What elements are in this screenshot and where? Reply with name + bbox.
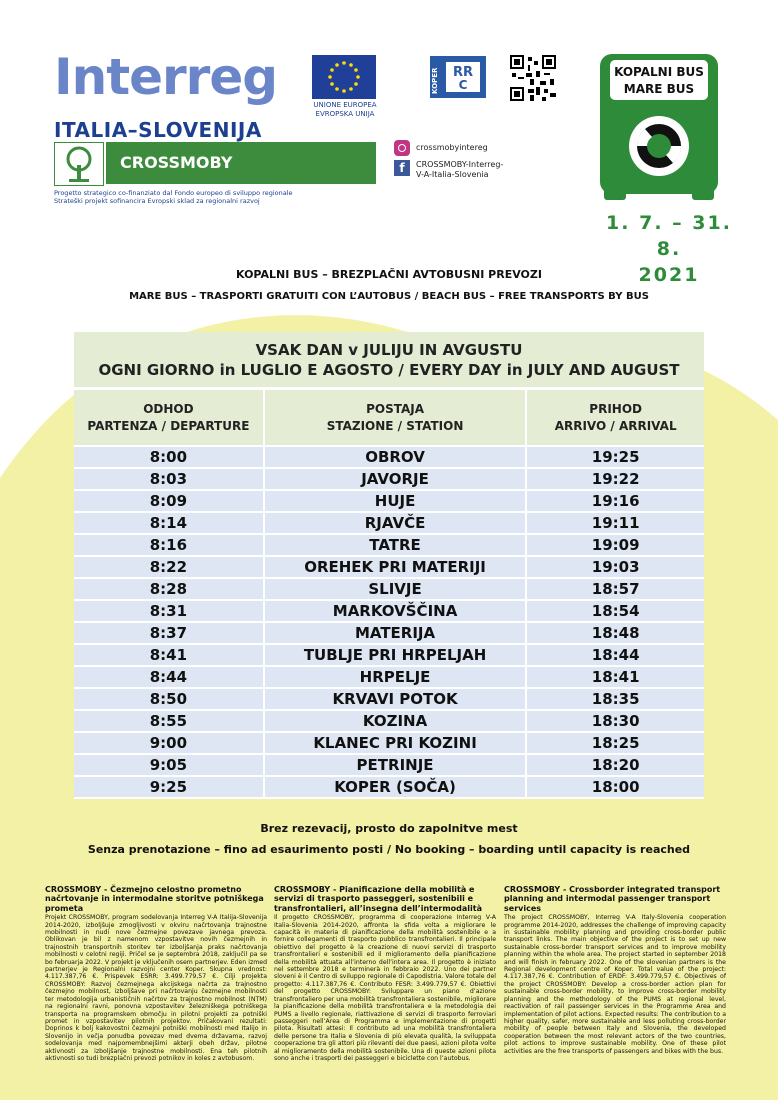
project-info-en-title: CROSSMOBY - Crossborder integrated transport planning and intermodal passenger transport services — [504, 885, 721, 913]
table-row — [74, 622, 704, 644]
departure-time: 8:00 — [74, 446, 264, 468]
qr-code[interactable] — [510, 55, 556, 101]
station-name: KOPER (SOČA) — [264, 776, 527, 798]
station-name: MARKOVŠČINA — [264, 600, 527, 622]
subtitle-it-en: MARE BUS – TRASPORTI GRATUITI CON L’AUTOBUS / BEACH BUS – FREE TRANSPORTS BY BUS — [129, 291, 649, 302]
facebook-link[interactable] — [394, 160, 503, 180]
arrival-time: 19:25 — [526, 446, 704, 468]
instagram-handle: crossmobyintereg — [416, 143, 488, 152]
date-range: 1. 7. – 31. 8. — [606, 212, 732, 260]
header-departure-it-en: PARTENZA / DEPARTURE — [87, 418, 250, 433]
cofinance-note — [54, 189, 354, 205]
departure-time: 9:05 — [74, 754, 264, 776]
departure-time: 8:55 — [74, 710, 264, 732]
project-info-en — [504, 885, 726, 1055]
booking-note-sl: Brez rezevacij, prosto do zapolnitve mest — [260, 822, 518, 835]
station-name: PETRINJE — [264, 754, 527, 776]
station-name: KRVAVI POTOK — [264, 688, 527, 710]
table-row — [74, 644, 704, 666]
departure-time: 8:28 — [74, 578, 264, 600]
booking-note-it-en: Senza prenotazione – fino ad esaurimento posti / No booking – boarding until capacity is reached — [87, 843, 691, 856]
table-row — [74, 490, 704, 512]
departure-time: 9:25 — [74, 776, 264, 798]
cofinance-sl: Strateški projekt sofinancira Evropski sklad za regionalni razvoj — [54, 197, 260, 205]
departure-time: 8:22 — [74, 556, 264, 578]
facebook-handle-line1: CROSSMOBY-Interreg- — [416, 160, 504, 169]
departure-time: 8:50 — [74, 688, 264, 710]
table-row — [74, 732, 704, 754]
header-arrival-it-en: ARRIVO / ARRIVAL — [554, 418, 677, 433]
tree-icon — [54, 142, 104, 186]
departure-time: 9:00 — [74, 732, 264, 754]
project-info-sl-body: Projekt CROSSMOBY, program sodelovanja Interreg V-A Italija-Slovenija 2014-2020, izboljšuje zmogljivosti v okviru načrtovanja trajnostne mobilnosti in nudi nove čezmejne povezave javnega prevoza. Oblikovan je bil z namenom vzpostavitve novih čezmejnih in trajnostnih transportnih storitev ter izboljšanja praks načrtovanja mobilnosti v celotni regiji. Pričel se je septembra 2018, zaključil pa se bo februarja 2022. V projekt je vključenih osem partnerjev. Eden izmed partnerjev je Regionalni razvojni center Koper. Skupna vrednost: 4.117.387,76 €. Prispevek ESRR: 3.499.779,57 €. Cilji projekta CROSSMOBY: Razvoj čezmejnega akcijskega načrta za trajnostno čezmejno mobilnost, izboljšave pri načrtovanju čezmejne mobilnosti ter metodologija urbanističnih načrtov za trajnostno mobilnost (NTM) na regionalni ravni, ponovna vzpostavitev železniškega potniškega transporta na programskem območju in pilotni projekti za potniški promet in vzpostavitev pilotnih projektov. Pričakovani rezultati: Doprinos k bolj kakovostni čezmejni potniški mobilnosti med Italijo in Slovenijo in večja ponudba povezav med dvema državama, razvoj sodelovanja med najpomembnejšimi akterji obeh držav, pilotne aktivnosti za izboljšanje trajnostne mobilnosti. Ena teh pilotnih aktivnosti so tudi brezplačni prevozi potnikov in koles z avtobusom. — [45, 914, 267, 1062]
project-info-sl-title: CROSSMOBY - Čezmejno celostno prometno načrtovanje in intermodalne storitve potniškega prometa — [45, 885, 264, 913]
departure-time: 8:37 — [74, 622, 264, 644]
timetable-header-row — [74, 389, 704, 447]
table-row — [74, 754, 704, 776]
departure-time: 8:09 — [74, 490, 264, 512]
table-row — [74, 776, 704, 798]
departure-time: 8:16 — [74, 534, 264, 556]
station-name: KOZINA — [264, 710, 527, 732]
project-name: CROSSMOBY — [106, 142, 376, 184]
timetable-title-sl: VSAK DAN v JULIJU IN AVGUSTU — [255, 340, 523, 359]
arrival-time: 18:30 — [526, 710, 704, 732]
arrival-time: 19:03 — [526, 556, 704, 578]
station-name: OREHEK PRI MATERIJI — [264, 556, 527, 578]
station-name: SLIVJE — [264, 578, 527, 600]
station-name: JAVORJE — [264, 468, 527, 490]
header-station — [264, 389, 527, 447]
header-arrival-sl: PRIHOD — [589, 401, 642, 416]
beach-bus-badge — [600, 54, 718, 202]
eu-flag-icon — [312, 55, 376, 99]
station-name: OBROV — [264, 446, 527, 468]
table-row — [74, 534, 704, 556]
station-name: HRPELJE — [264, 666, 527, 688]
arrival-time: 19:09 — [526, 534, 704, 556]
project-info-it-title: CROSSMOBY - Pianificazione della mobilità e servizi di trasporto passeggeri, sostenibili e transfrontalieri, all’insegna dell’intermodalità — [274, 885, 483, 913]
table-row — [74, 600, 704, 622]
instagram-link[interactable] — [394, 140, 503, 156]
table-row — [74, 666, 704, 688]
arrival-time: 18:57 — [526, 578, 704, 600]
header-arrival — [526, 389, 704, 447]
badge-title — [600, 64, 718, 98]
eu-caption — [305, 101, 385, 119]
arrival-time: 18:25 — [526, 732, 704, 754]
arrival-time: 18:20 — [526, 754, 704, 776]
project-info-sl — [45, 885, 267, 1062]
timetable-title — [74, 332, 704, 389]
eu-caption-sl: EVROPSKA UNIJA — [315, 110, 375, 118]
arrival-time: 18:35 — [526, 688, 704, 710]
interreg-logo-text: Interreg — [54, 48, 278, 106]
table-row — [74, 446, 704, 468]
arrival-time: 18:54 — [526, 600, 704, 622]
arrival-time: 18:44 — [526, 644, 704, 666]
station-name: RJAVČE — [264, 512, 527, 534]
arrival-time: 18:00 — [526, 776, 704, 798]
koper-logo-label: KOPER — [431, 67, 439, 94]
table-row — [74, 710, 704, 732]
instagram-icon — [394, 140, 410, 156]
station-name: KLANEC PRI KOZINI — [264, 732, 527, 754]
arrival-time: 19:11 — [526, 512, 704, 534]
timetable-title-it-en: OGNI GIORNO in LUGLIO E AGOSTO / EVERY DAY in JULY AND AUGUST — [98, 360, 680, 379]
table-row — [74, 688, 704, 710]
station-name: MATERIJA — [264, 622, 527, 644]
station-name: TUBLJE PRI HRPELJAH — [264, 644, 527, 666]
project-info-it-body: Il progetto CROSSMOBY, programma di cooperazione Interreg V-A Italia-Slovenia 2014-2020, affronta la sfida volta a migliorare le capacità in materia di pianificazione della mobilità sostenibile e a fornire collegamenti di trasporto pubblico transfrontalieri. Il principale obiettivo del progetto è la creazione di nuovi servizi di trasporto transfrontalieri e sostenibili ed il miglioramento della pianificazione della mobilità attuata all’interno dell’intera area. Il progetto è iniziato nel settembre 2018 e terminerà in febbraio 2022. Uno dei partner sloveni è il Centro di sviluppo regionale di Capodistria. Valore totale del progetto: 4.117.387,76 €. Contributo FESR: 3.499.779,57 €. Obiettivi del progetto CROSSMOBY: Sviluppare un piano d’azione transfrontaliero per una mobilità transfrontaliera sostenibile, migliorare la pianificazione della mobilità transfrontaliera e la metodologia dei PUMS a livello regionale, riattivazione di servizi di trasporto ferroviari passeggeri nell’Area di Programma e implementazione di progetti pilota. Risultati attesi: Il contributo ad una mobilità transfrontaliera delle persone tra Italia e Slovenia di più elevata qualità, la sviluppata cooperazione tra gli attori più rilevanti dei due paesi, azioni pilota volte al miglioramento della mobilità sostenibile. Una di queste azioni pilota sono anche i trasporti dei passeggeri e biciclette con l’autobus. — [274, 914, 496, 1062]
koper-logo — [430, 56, 486, 98]
project-info-it — [274, 885, 496, 1062]
departure-time: 8:31 — [74, 600, 264, 622]
facebook-handle — [416, 160, 503, 180]
table-row — [74, 578, 704, 600]
subtitle-sl: KOPALNI BUS – BREZPLAČNI AVTOBUSNI PREVOZI — [236, 268, 542, 281]
cofinance-it: Progetto strategico co-finanziato dal Fondo europeo di sviluppo regionale — [54, 189, 293, 197]
region-name: ITALIA–SLOVENIJA — [54, 118, 262, 142]
facebook-handle-line2: V-A-Italia-Slovenia — [416, 170, 489, 179]
station-name: HUJE — [264, 490, 527, 512]
table-row — [74, 556, 704, 578]
svg-text:C: C — [458, 78, 468, 92]
project-banner — [54, 142, 376, 184]
svg-text:RR: RR — [452, 65, 474, 80]
badge-title-it: MARE BUS — [623, 82, 695, 96]
header-departure-sl: ODHOD — [143, 401, 194, 416]
facebook-icon: f — [394, 160, 410, 176]
social-links — [394, 140, 503, 184]
departure-time: 8:03 — [74, 468, 264, 490]
eu-caption-it: UNIONE EUROPEA — [313, 101, 377, 109]
date-year: 2021 — [638, 264, 700, 286]
project-info-en-body: The project CROSSMOBY, Interreg V-A Italy-Slovenia cooperation programme 2014-2020, addresses the challenge of improving capacity in sustainable mobility planning and providing cross-border public transport links. The main objective of the project is to set up new sustainable cross-border transport services and to improve mobility planning within the whole area. The project started in september 2018 and will finish in february 2022. One of the slovenian partners is the Regional development centre of Koper. Total value of the project: 4.117.387,76 €. Contribution of ERDF: 3.499.779,57 €. Objectives of the project CROSSMOBY: Develop a cross-border action plan for sustainable cross-border mobility, to improve cross-border mobility planning and the methodology of the PUMS at regional level, reactivation of rail passenger services in the Programme Area and implementation of pilot actions. Expected results: The contribution to a higher quality, safer, more sustainable and less polluting cross-border mobility of people between Italy and Slovenia, the developed cooperation between the most relevant actors of the two countries, pilot actions to improve sustainable mobility. One of these pilot activities are the free transports of passengers and bikes with the bus. — [504, 914, 726, 1055]
header-station-it-en: STAZIONE / STATION — [326, 418, 464, 433]
header-departure — [74, 389, 264, 447]
arrival-time: 19:22 — [526, 468, 704, 490]
arrival-time: 19:16 — [526, 490, 704, 512]
header-station-sl: POSTAJA — [366, 401, 425, 416]
badge-title-sl: KOPALNI BUS — [614, 65, 704, 79]
table-row — [74, 468, 704, 490]
departure-time: 8:41 — [74, 644, 264, 666]
arrival-time: 18:48 — [526, 622, 704, 644]
departure-time: 8:14 — [74, 512, 264, 534]
table-row — [74, 512, 704, 534]
arrival-time: 18:41 — [526, 666, 704, 688]
timetable — [74, 332, 704, 799]
station-name: TATRE — [264, 534, 527, 556]
departure-time: 8:44 — [74, 666, 264, 688]
